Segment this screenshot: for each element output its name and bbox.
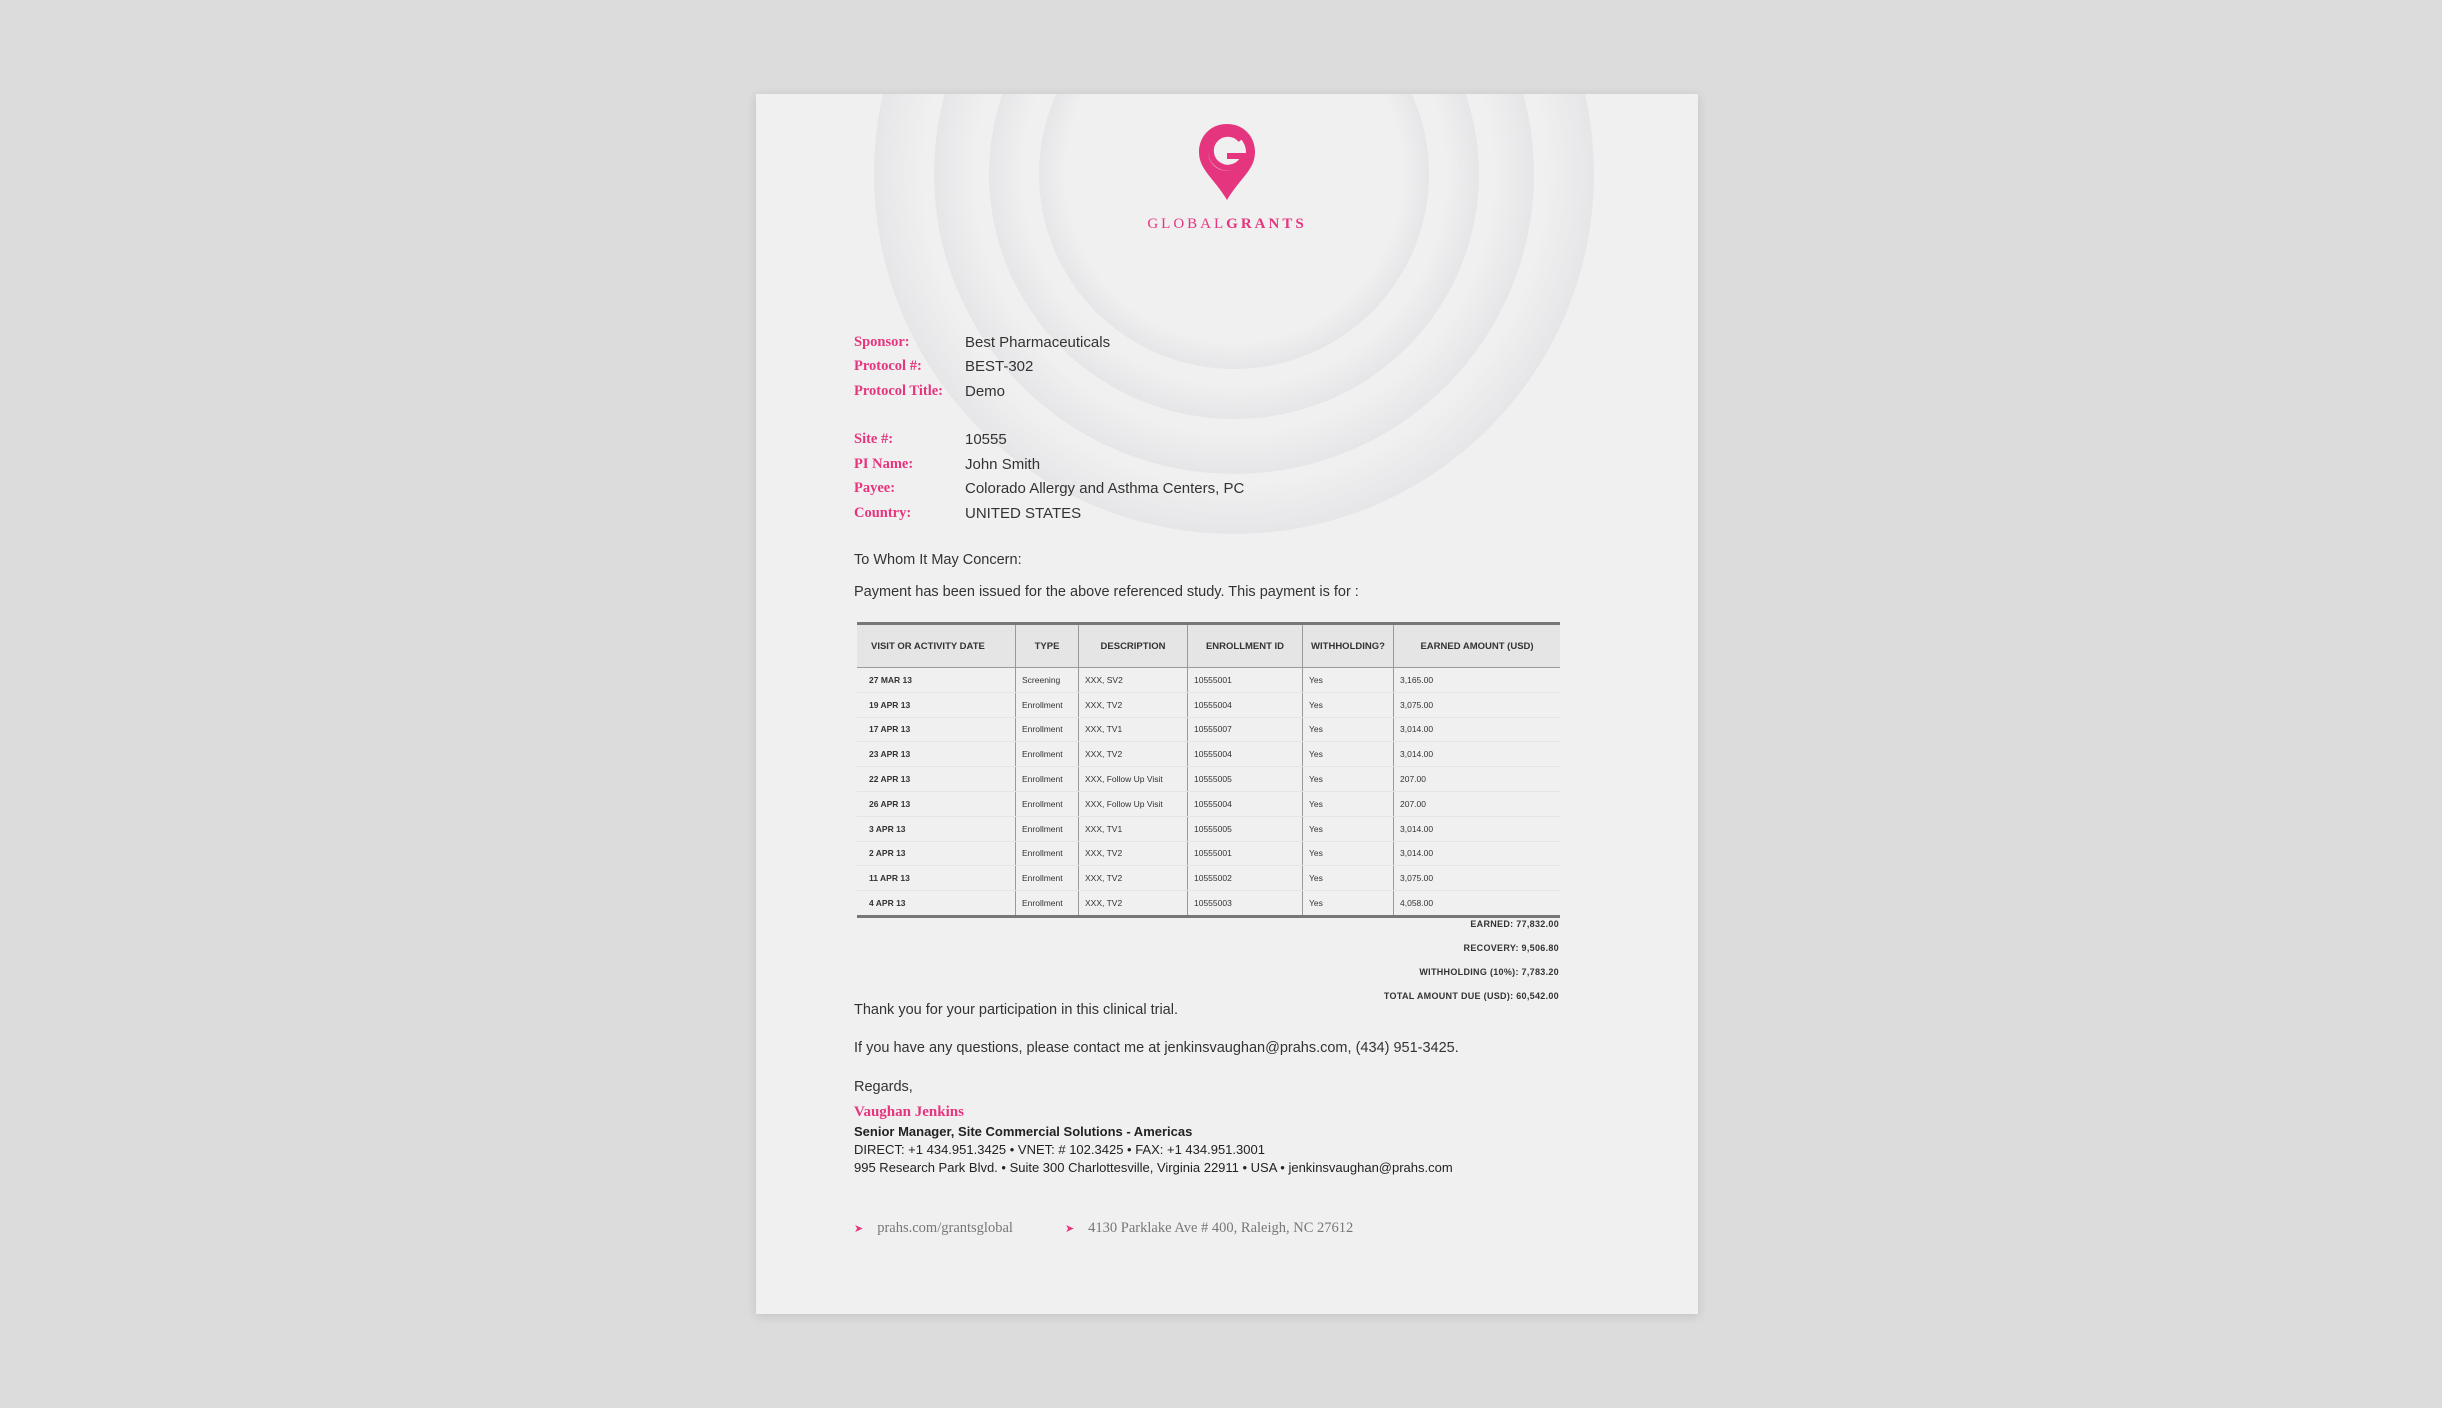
footer-website-text: prahs.com/grantsglobal [877,1220,1013,1236]
table-cell: 2 APR 13 [857,841,1016,866]
footer-website [854,1220,1013,1237]
map-pin-g-icon [1196,120,1258,204]
table-cell: 3,014.00 [1394,717,1561,742]
table-cell: 207.00 [1394,767,1561,792]
table-cell: 4 APR 13 [857,891,1016,917]
field-value: BEST-302 [965,358,1034,376]
table-cell: XXX, TV1 [1079,816,1188,841]
field-label: Site #: [854,431,894,448]
table-cell: 3 APR 13 [857,816,1016,841]
table-cell: 17 APR 13 [857,717,1016,742]
table-cell: 27 MAR 13 [857,668,1016,693]
table-cell: XXX, TV2 [1079,841,1188,866]
greeting: To Whom It May Concern: [854,552,1022,568]
table-cell: Enrollment [1016,791,1079,816]
table-cell: Enrollment [1016,742,1079,767]
signature-address: 995 Research Park Blvd. • Suite 300 Charlottesville, Virginia 22911 • USA • jenkinsvaughan@prahs.com [854,1160,1453,1175]
table-cell: Yes [1303,717,1394,742]
field-label: Protocol #: [854,358,922,375]
table-header-row [857,624,1560,668]
total-amount-due: TOTAL AMOUNT DUE (USD): 60,542.00 [1383,991,1559,1001]
table-cell: XXX, Follow Up Visit [1079,767,1188,792]
signature-name: Vaughan Jenkins [854,1104,964,1120]
table-cell: 10555004 [1188,692,1303,717]
brand-part2: GRANTS [1226,216,1307,232]
table-cell: 10555001 [1188,668,1303,693]
table-cell: Enrollment [1016,692,1079,717]
table-cell: Enrollment [1016,866,1079,891]
contact-text: If you have any questions, please contact me at jenkinsvaughan@prahs.com, (434) 951-3425. [854,1040,1459,1056]
table-cell: 23 APR 13 [857,742,1016,767]
brand-part1: GLOBAL [1147,216,1227,232]
footer-address [1065,1220,1353,1237]
field-label: Sponsor: [854,333,910,350]
signature-block [854,1104,1453,1175]
document-page [756,94,1698,1314]
table-cell: XXX, TV1 [1079,717,1188,742]
table-cell: Enrollment [1016,891,1079,917]
table-cell: 10555005 [1188,767,1303,792]
table-cell: Yes [1303,891,1394,917]
payment-table [857,622,1560,918]
table-cell: 10555004 [1188,791,1303,816]
table-cell: 19 APR 13 [857,692,1016,717]
table-cell: XXX, TV2 [1079,866,1188,891]
table-cell: 3,075.00 [1394,866,1561,891]
payment-totals [1384,912,1559,1008]
table-cell: Enrollment [1016,767,1079,792]
thanks-text: Thank you for your participation in this clinical trial. [854,1002,1178,1018]
brand-wordmark [756,216,1698,233]
globalgrants-logo [756,120,1698,233]
table-cell: XXX, Follow Up Visit [1079,791,1188,816]
column-header: VISIT OR ACTIVITY DATE [857,624,1016,668]
field-value: Demo [965,382,1006,400]
table-row [857,717,1560,742]
table-cell: Yes [1303,866,1394,891]
table-cell: 3,165.00 [1394,668,1561,693]
table-cell: 26 APR 13 [857,791,1016,816]
field-pi-name [854,452,1614,477]
field-value: UNITED STATES [965,504,1082,522]
table-cell: 10555001 [1188,841,1303,866]
column-header: ENROLLMENT ID [1188,624,1303,668]
table-cell: XXX, TV2 [1079,742,1188,767]
table-cell: 207.00 [1394,791,1561,816]
table-row [857,742,1560,767]
column-header: WITHHOLDING? [1303,624,1394,668]
table-cell: Yes [1303,742,1394,767]
study-fields [854,330,1614,526]
table-cell: Enrollment [1016,816,1079,841]
table-row [857,767,1560,792]
field-value: John Smith [965,455,1041,473]
footer-address-text: 4130 Parklake Ave # 400, Raleigh, NC 27612 [1088,1220,1354,1236]
footer [854,1220,1405,1237]
table-row [857,816,1560,841]
table-row [857,841,1560,866]
table-cell: 11 APR 13 [857,866,1016,891]
table-cell: Yes [1303,767,1394,792]
table-cell: 10555007 [1188,717,1303,742]
table-cell: 22 APR 13 [857,767,1016,792]
column-header: TYPE [1016,624,1079,668]
table-row [857,692,1560,717]
regards-text: Regards, [854,1079,913,1095]
field-value: Best Pharmaceuticals [965,333,1111,351]
location-arrow-icon: ➤ [1064,1223,1075,1235]
total-withholding: WITHHOLDING (10%): 7,783.20 [1419,967,1559,977]
field-protocol-number [854,355,1614,380]
table-cell: Yes [1303,791,1394,816]
column-header: DESCRIPTION [1079,624,1188,668]
table-cell: Yes [1303,692,1394,717]
field-value: Colorado Allergy and Asthma Centers, PC [965,480,1245,498]
field-protocol-title [854,379,1614,404]
field-label: Country: [854,504,912,521]
table-cell: Yes [1303,841,1394,866]
table-cell: XXX, TV2 [1079,692,1188,717]
field-label: Payee: [854,480,896,497]
column-header: EARNED AMOUNT (USD) [1394,624,1561,668]
table-cell: XXX, TV2 [1079,891,1188,917]
table-cell: 10555004 [1188,742,1303,767]
field-payee [854,477,1614,502]
table-cell: 3,014.00 [1394,816,1561,841]
total-earned: EARNED: 77,832.00 [1470,919,1559,929]
field-site-number [854,428,1614,453]
table-cell: 10555002 [1188,866,1303,891]
signature-phones: DIRECT: +1 434.951.3425 • VNET: # 102.3425 • FAX: +1 434.951.3001 [854,1142,1265,1157]
table-cell: Enrollment [1016,717,1079,742]
table-row [857,668,1560,693]
table-row [857,866,1560,891]
field-sponsor [854,330,1614,355]
total-recovery: RECOVERY: 9,506.80 [1463,943,1559,953]
location-arrow-icon: ➤ [854,1223,864,1235]
table-cell: Screening [1016,668,1079,693]
field-value: 10555 [965,431,1007,449]
signature-title: Senior Manager, Site Commercial Solutions - Americas [854,1124,1193,1139]
table-cell: XXX, SV2 [1079,668,1188,693]
intro-text: Payment has been issued for the above referenced study. This payment is for : [854,584,1359,600]
table-cell: Yes [1303,668,1394,693]
table-cell: Enrollment [1016,841,1079,866]
table-cell: 10555003 [1188,891,1303,917]
table-cell: 3,014.00 [1394,841,1561,866]
field-label: PI Name: [854,455,914,472]
field-label: Protocol Title: [854,382,943,399]
field-country [854,501,1614,526]
table-row [857,791,1560,816]
table-cell: 3,014.00 [1394,742,1561,767]
table-cell: 3,075.00 [1394,692,1561,717]
table-cell: 4,058.00 [1394,891,1561,917]
table-cell: 10555005 [1188,816,1303,841]
table-cell: Yes [1303,816,1394,841]
